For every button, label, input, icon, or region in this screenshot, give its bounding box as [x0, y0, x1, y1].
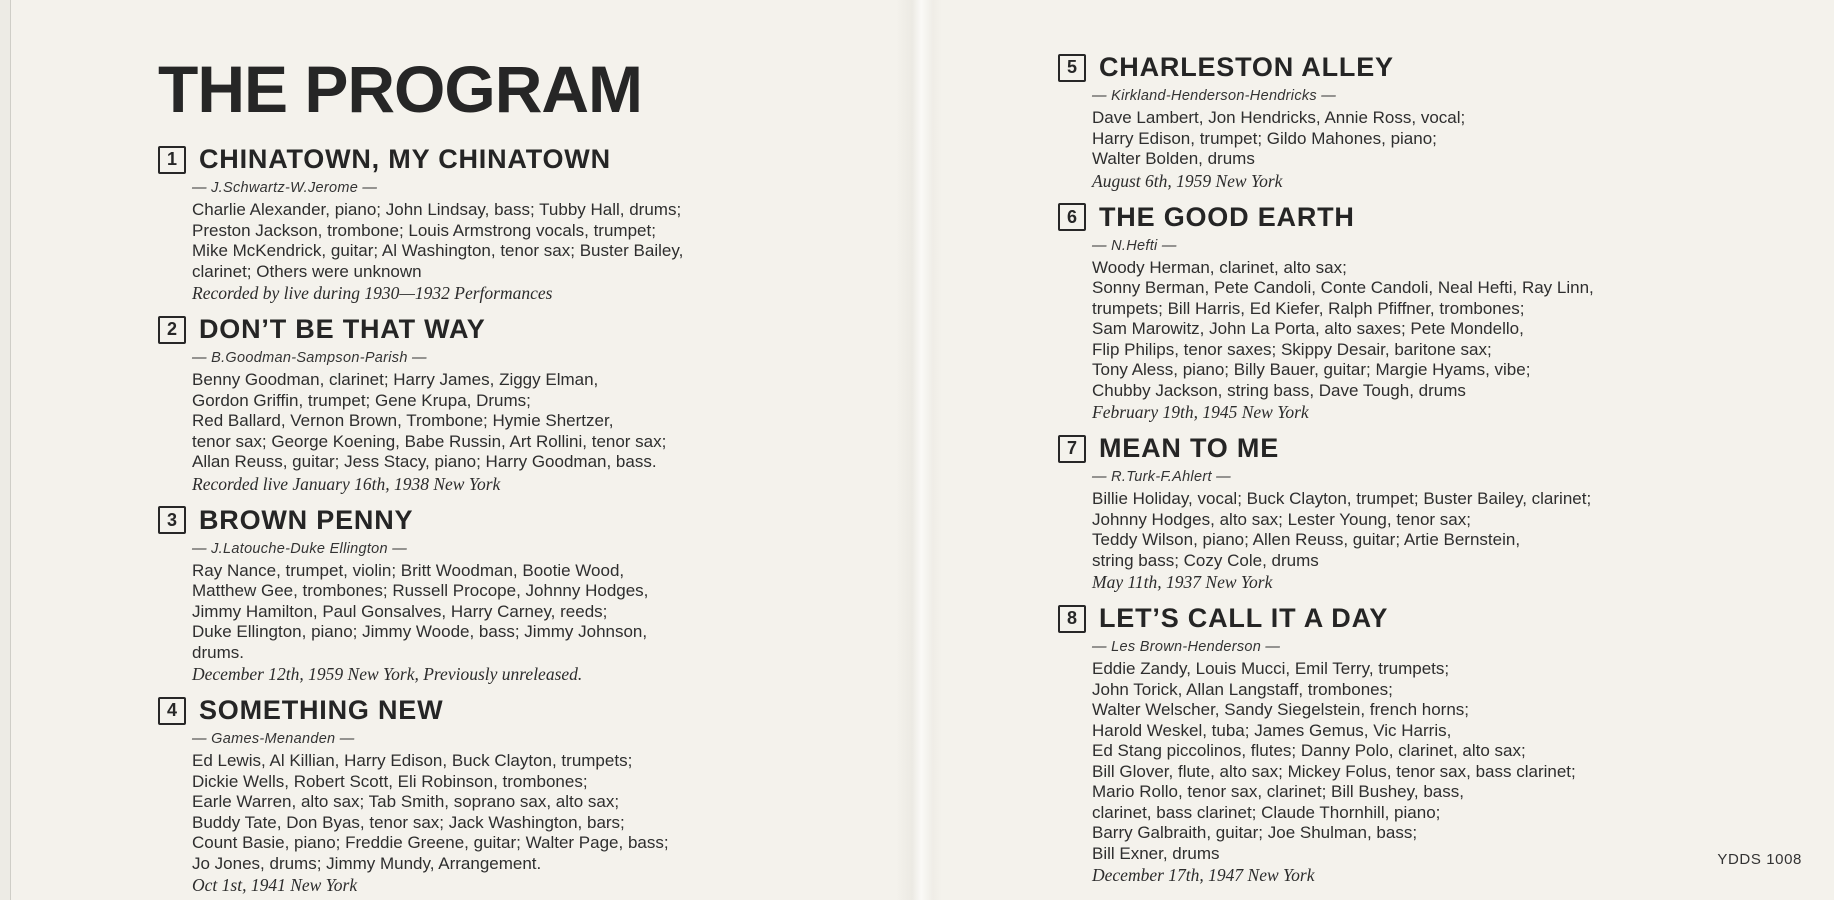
track-details — [158, 349, 858, 495]
composer-credit: — Les Brown-Henderson — — [1092, 639, 1281, 655]
page-title: THE PROGRAM — [158, 52, 642, 126]
personnel-line: Allan Reuss, guitar; Jess Stacy, piano; Harry Goodman, bass. — [192, 452, 657, 471]
track-number-badge: 8 — [1058, 605, 1086, 633]
track-header — [1058, 433, 1834, 464]
track-number-badge: 2 — [158, 316, 186, 344]
recording-note: December 17th, 1947 New York — [1092, 865, 1315, 885]
recording-note: May 11th, 1937 New York — [1092, 572, 1273, 592]
track-entry-2 — [158, 314, 858, 495]
personnel-line: Ray Nance, trumpet, violin; Britt Woodman, Bootie Wood, — [192, 560, 625, 580]
track-number-badge: 4 — [158, 697, 186, 725]
composer-credit: — R.Turk-F.Ahlert — — [1092, 469, 1231, 485]
track-title: DON’T BE THAT WAY — [199, 314, 486, 344]
personnel-line: Matthew Gee, trombones; Russell Procope, Johnny Hodges, — [192, 581, 649, 600]
personnel-line: drums. — [192, 642, 244, 662]
personnel-line: clarinet, bass clarinet; Claude Thornhill, piano; — [1092, 802, 1441, 822]
personnel-line: Barry Galbraith, guitar; Joe Shulman, bass; — [1092, 823, 1418, 842]
personnel-line: Harry Edison, trumpet; Gildo Mahones, piano; — [1092, 128, 1437, 148]
track-title: LET’S CALL IT A DAY — [1099, 603, 1389, 633]
personnel-line: Billie Holiday, vocal; Buck Clayton, trumpet; Buster Bailey, clarinet; — [1092, 489, 1592, 508]
track-title: THE GOOD EARTH — [1099, 201, 1355, 232]
track-details — [158, 179, 858, 304]
track-header — [158, 144, 858, 175]
personnel-line: Jo Jones, drums; Jimmy Mundy, Arrangement. — [192, 853, 542, 873]
track-details — [158, 730, 858, 896]
track-entry-8 — [1058, 603, 1834, 886]
track-header — [158, 314, 858, 345]
personnel-line: Bill Glover, flute, alto sax; Mickey Folus, tenor sax, bass clarinet; — [1092, 761, 1576, 781]
composer-credit: — Kirkland-Henderson-Hendricks — — [1092, 88, 1337, 104]
composer-credit: — J.Latouche-Duke Ellington — — [192, 540, 408, 557]
personnel-line: Buddy Tate, Don Byas, tenor sax; Jack Washington, bars; — [192, 812, 625, 832]
recording-note: Recorded by live during 1930—1932 Performances — [192, 283, 553, 303]
track-entry-4 — [158, 695, 858, 896]
recording-note: February 19th, 1945 New York — [1092, 402, 1309, 422]
track-title: SOMETHING NEW — [199, 695, 444, 725]
track-number-badge: 6 — [1058, 203, 1086, 231]
personnel-line: Woody Herman, clarinet, alto sax; — [1092, 257, 1347, 277]
track-number-badge: 1 — [158, 146, 186, 174]
track-entry-1 — [158, 144, 858, 304]
track-title: MEAN TO ME — [1099, 433, 1280, 463]
track-number-badge: 7 — [1058, 435, 1086, 463]
track-header — [158, 505, 858, 536]
personnel-line: Charlie Alexander, piano; John Lindsay, bass; Tubby Hall, drums; — [192, 200, 682, 219]
personnel-line: Preston Jackson, trombone; Louis Armstrong vocals, trumpet; — [192, 220, 656, 240]
personnel-line: Chubby Jackson, string bass, Dave Tough, drums — [1092, 380, 1466, 400]
personnel-line: Ed Lewis, Al Killian, Harry Edison, Buck Clayton, trumpets; — [192, 751, 633, 770]
personnel-line: Dickie Wells, Robert Scott, Eli Robinson, trombones; — [192, 771, 588, 791]
personnel-line: Tony Aless, piano; Billy Bauer, guitar; Margie Hyams, vibe; — [1092, 360, 1531, 379]
personnel-line: Eddie Zandy, Louis Mucci, Emil Terry, trumpets; — [1092, 659, 1450, 678]
catalog-number: YDDS 1008 — [1717, 851, 1802, 868]
composer-credit: — Games-Menanden — — [192, 731, 355, 747]
track-number-badge: 3 — [158, 506, 186, 534]
track-entry-3 — [158, 505, 858, 686]
left-page — [158, 52, 858, 900]
track-title: CHINATOWN, MY CHINATOWN — [199, 144, 611, 174]
track-header — [158, 695, 858, 726]
track-details — [158, 540, 858, 686]
personnel-line: Walter Bolden, drums — [1092, 149, 1255, 168]
personnel-line: Jimmy Hamilton, Paul Gonsalves, Harry Carney, reeds; — [192, 601, 608, 621]
track-details — [1058, 638, 1834, 886]
personnel-line: Walter Welscher, Sandy Siegelstein, french horns; — [1092, 700, 1470, 719]
personnel-line: Duke Ellington, piano; Jimmy Woode, bass; Jimmy Johnson, — [192, 622, 648, 641]
personnel-line: string bass; Cozy Cole, drums — [1092, 550, 1319, 570]
personnel-line: Harold Weskel, tuba; James Gemus, Vic Harris, — [1092, 720, 1452, 740]
personnel-line: Flip Philips, tenor saxes; Skippy Desair, baritone sax; — [1092, 339, 1492, 359]
personnel-line: John Torick, Allan Langstaff, trombones; — [1092, 679, 1393, 699]
recording-note: August 6th, 1959 New York — [1092, 170, 1283, 191]
recording-note: Recorded live January 16th, 1938 New York — [192, 473, 501, 494]
personnel-line: Benny Goodman, clarinet; Harry James, Ziggy Elman, — [192, 370, 599, 389]
track-details — [1058, 468, 1834, 593]
scan-edge — [0, 0, 11, 900]
personnel-line: Teddy Wilson, piano; Allen Reuss, guitar; Artie Bernstein, — [1092, 530, 1521, 549]
page-fold-gutter — [896, 0, 942, 900]
composer-credit: — J.Schwartz-W.Jerome — — [192, 180, 378, 196]
personnel-line: Red Ballard, Vernon Brown, Trombone; Hymie Shertzer, — [192, 411, 614, 430]
track-title: CHARLESTON ALLEY — [1099, 52, 1394, 82]
personnel-line: Bill Exner, drums — [1092, 843, 1220, 863]
track-number-badge: 5 — [1058, 54, 1086, 82]
personnel-line: Sam Marowitz, John La Porta, alto saxes; Pete Mondello, — [1092, 319, 1524, 338]
composer-credit: — N.Hefti — — [1092, 237, 1177, 254]
personnel-line: Ed Stang piccolinos, flutes; Danny Polo, clarinet, alto sax; — [1092, 741, 1526, 760]
track-entry-7 — [1058, 433, 1834, 593]
personnel-line: Johnny Hodges, alto sax; Lester Young, tenor sax; — [1092, 509, 1471, 529]
personnel-line: clarinet; Others were unknown — [192, 261, 422, 281]
composer-credit: — B.Goodman-Sampson-Parish — — [192, 350, 427, 366]
personnel-line: Gordon Griffin, trumpet; Gene Krupa, Drums; — [192, 390, 531, 410]
track-header — [1058, 52, 1834, 83]
personnel-line: Mario Rollo, tenor sax, clarinet; Bill Bushey, bass, — [1092, 782, 1464, 801]
personnel-line: Sonny Berman, Pete Candoli, Conte Candoli, Neal Hefti, Ray Linn, — [1092, 278, 1594, 297]
personnel-line: Mike McKendrick, guitar; Al Washington, tenor sax; Buster Bailey, — [192, 241, 684, 260]
track-entry-5 — [1058, 52, 1834, 192]
track-details — [1058, 87, 1834, 192]
recording-note: Oct 1st, 1941 New York — [192, 875, 358, 895]
track-details — [1058, 237, 1834, 424]
track-header — [1058, 202, 1834, 233]
right-page — [1058, 52, 1834, 896]
track-title: BROWN PENNY — [199, 504, 414, 535]
recording-note: December 12th, 1959 New York, Previously unreleased. — [192, 664, 583, 684]
personnel-line: Dave Lambert, Jon Hendricks, Annie Ross, vocal; — [1092, 108, 1466, 127]
personnel-line: Earle Warren, alto sax; Tab Smith, soprano sax, alto sax; — [192, 792, 620, 811]
personnel-line: tenor sax; George Koening, Babe Russin, Art Rollini, tenor sax; — [192, 431, 667, 451]
track-entry-6 — [1058, 202, 1834, 424]
personnel-line: trumpets; Bill Harris, Ed Kiefer, Ralph Pfiffner, trombones; — [1092, 298, 1525, 318]
personnel-line: Count Basie, piano; Freddie Greene, guitar; Walter Page, bass; — [192, 833, 669, 852]
track-header — [1058, 603, 1834, 634]
